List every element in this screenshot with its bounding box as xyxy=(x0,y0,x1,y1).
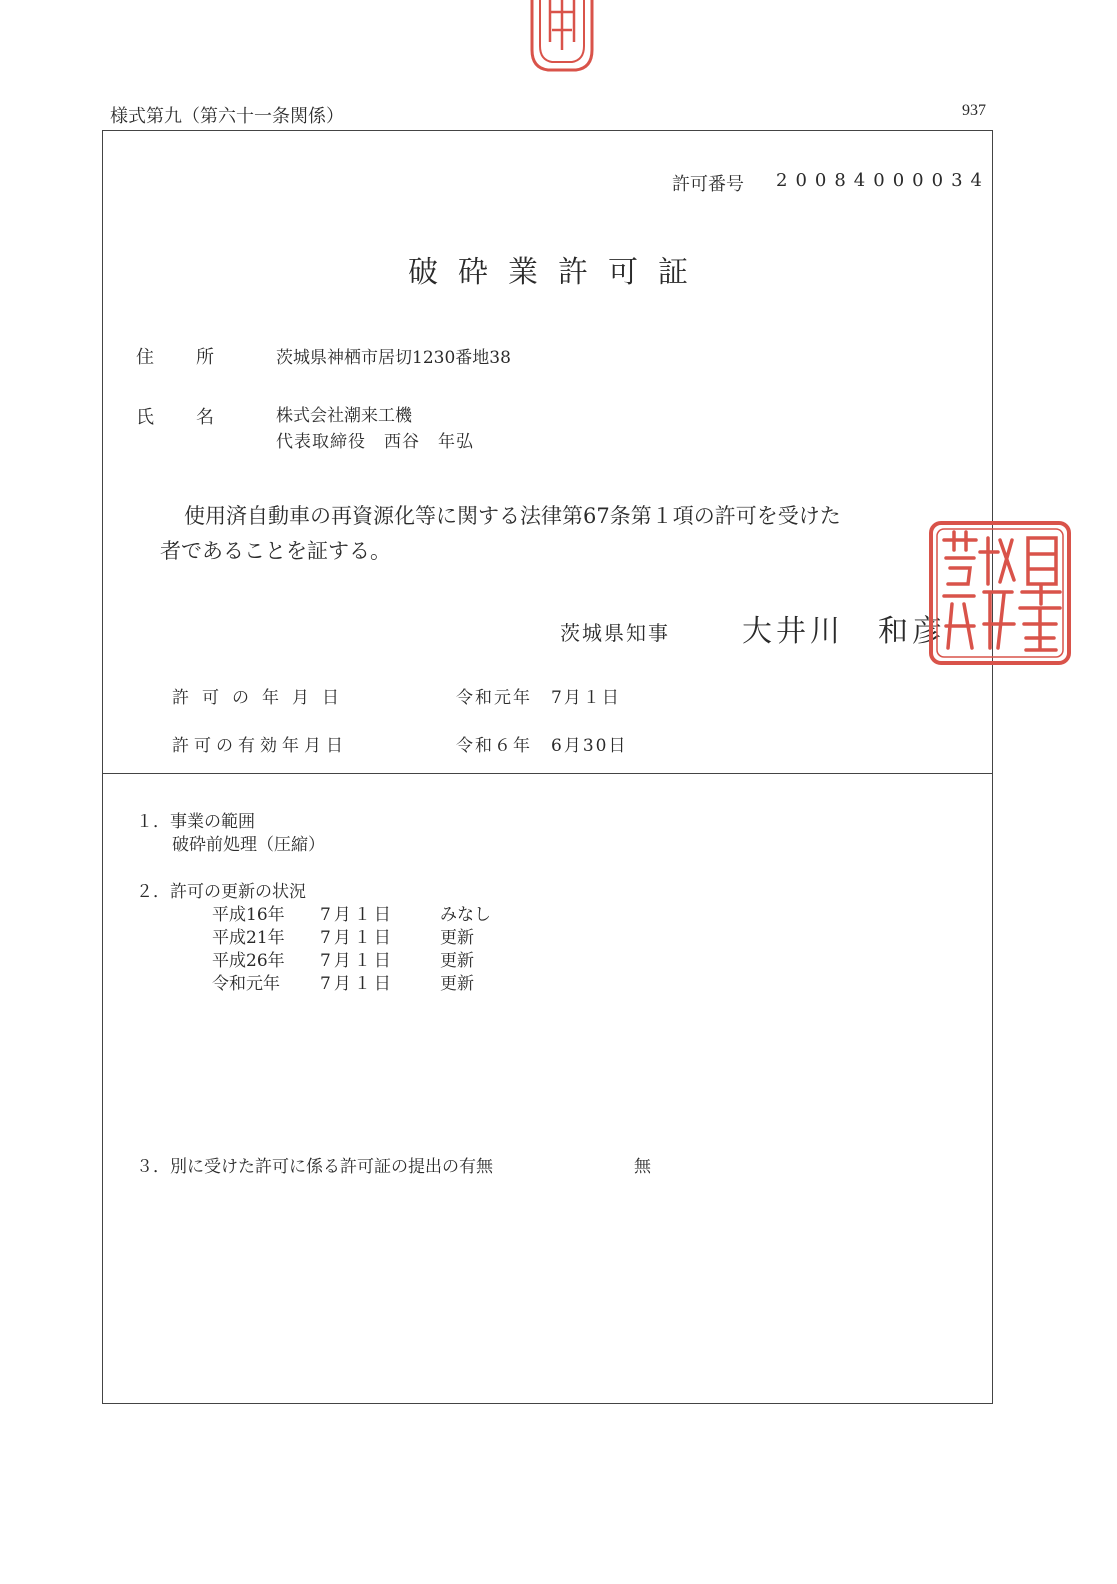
expiry-date-value: 令和６年 6月30日 xyxy=(456,736,628,756)
name-label-second: 名 xyxy=(196,407,214,428)
renewal-date: 7月１日 xyxy=(320,951,394,971)
renewal-date: 7月１日 xyxy=(320,905,394,925)
renewal-era: 令和元年 xyxy=(212,974,280,994)
address-label-second: 所 xyxy=(196,347,214,368)
renewal-era: 平成16年 xyxy=(212,905,285,925)
renewal-heading: ２．許可の更新の状況 xyxy=(136,882,306,902)
permit-number-label: 許可番号 xyxy=(672,174,744,195)
renewal-era: 平成21年 xyxy=(212,928,285,948)
address-value: 茨城県神栖市居切1230番地38 xyxy=(276,348,511,368)
renewal-status: 更新 xyxy=(440,928,474,948)
certification-line-1: 使用済自動車の再資源化等に関する法律第67条第１項の許可を受けた xyxy=(184,504,841,528)
form-label: 様式第九（第六十一条関係） xyxy=(110,106,344,127)
other-permits-heading: ３．別に受けた許可に係る許可証の提出の有無 xyxy=(136,1157,493,1177)
issuer-name: 大井川 和彦 xyxy=(742,614,946,649)
renewal-status: 更新 xyxy=(440,951,474,971)
expiry-date-label: 許可の有効年月日 xyxy=(172,736,348,756)
representative-name: 代表取締役 西谷 年弘 xyxy=(276,432,474,452)
renewal-date: 7月１日 xyxy=(320,974,394,994)
renewal-status: みなし xyxy=(440,905,491,925)
renewal-date: 7月１日 xyxy=(320,928,394,948)
company-name: 株式会社潮来工機 xyxy=(276,406,412,426)
issuer-title: 茨城県知事 xyxy=(560,621,670,645)
page-number: 937 xyxy=(962,102,986,119)
scope-value: 破砕前処理（圧縮） xyxy=(172,835,325,855)
name-label-first: 氏 xyxy=(136,407,154,428)
scope-heading: １．事業の範囲 xyxy=(136,812,255,832)
governor-seal-stamp xyxy=(928,520,1072,666)
address-label-first: 住 xyxy=(136,347,154,368)
permit-number: 20084000034 xyxy=(776,170,990,191)
section-divider xyxy=(102,773,993,774)
renewal-status: 更新 xyxy=(440,974,474,994)
renewal-era: 平成26年 xyxy=(212,951,285,971)
permit-date-label: 許可の年月日 xyxy=(172,688,352,708)
other-permits-value: 無 xyxy=(634,1157,651,1177)
certification-line-2: 者であることを証する。 xyxy=(160,539,391,563)
top-seal-stamp xyxy=(528,0,596,78)
document-title: 破砕業許可証 xyxy=(408,255,708,290)
document-frame xyxy=(102,130,993,1404)
permit-date-value: 令和元年 7月１日 xyxy=(456,688,621,708)
